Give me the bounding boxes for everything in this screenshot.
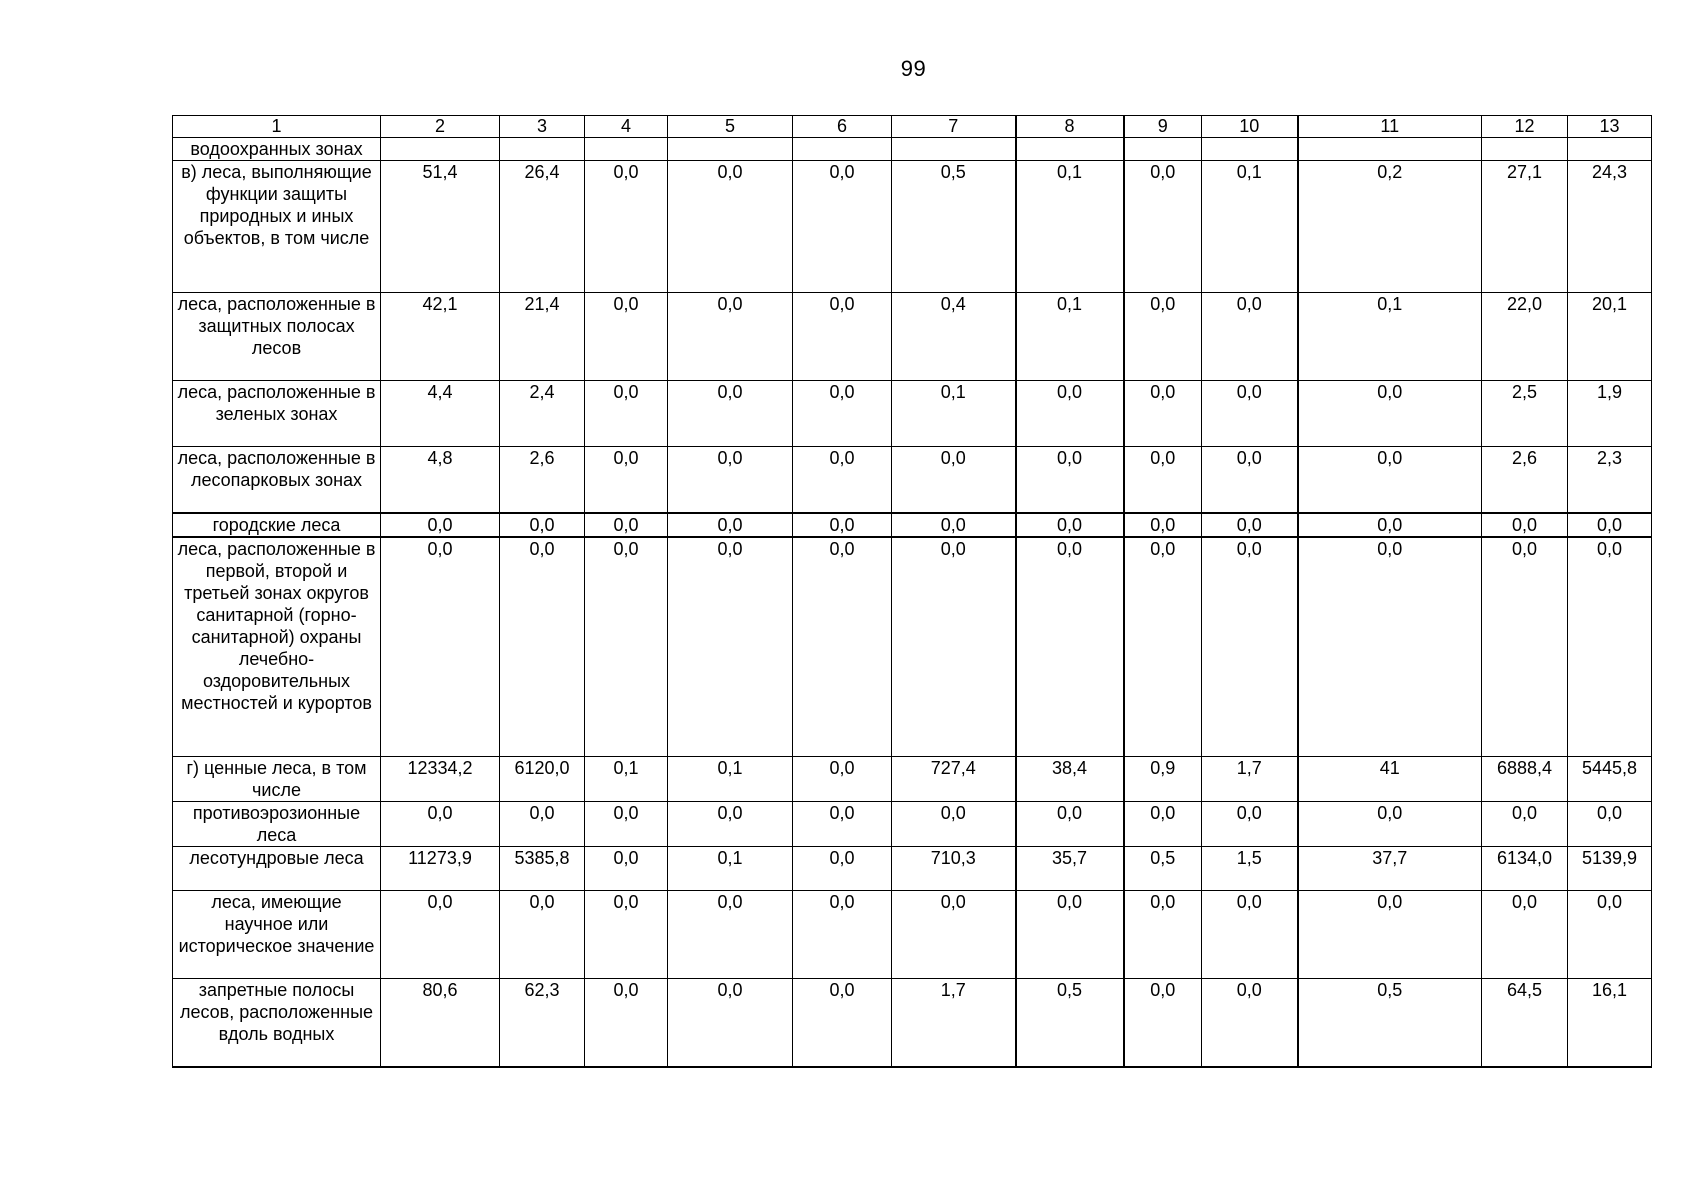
table-cell: 5385,8 <box>500 847 585 891</box>
table-cell: 0,0 <box>793 757 892 802</box>
table-cell: 0,0 <box>381 537 500 757</box>
forest-data-table <box>172 115 1652 1068</box>
table-cell: 0,0 <box>1016 537 1124 757</box>
table-cell: 26,4 <box>500 161 585 293</box>
table-cell: 0,0 <box>1568 802 1652 847</box>
table-cell: 0,0 <box>892 802 1016 847</box>
table-cell: 0,0 <box>1298 891 1482 979</box>
table-cell: 0,0 <box>1124 979 1202 1067</box>
table-cell: 0,0 <box>500 891 585 979</box>
table-cell: 0,0 <box>892 447 1016 513</box>
table-cell: 0,0 <box>1202 381 1298 447</box>
row-label: лесотундровые леса <box>173 847 381 891</box>
table-cell: 2,3 <box>1568 447 1652 513</box>
column-header: 9 <box>1124 116 1202 138</box>
table-cell <box>668 138 793 161</box>
table-row <box>173 381 1652 447</box>
table-cell <box>793 138 892 161</box>
row-label: г) ценные леса, в том числе <box>173 757 381 802</box>
row-label: водоохранных зонах <box>173 138 381 161</box>
table-cell: 0,0 <box>793 381 892 447</box>
table-cell: 0,0 <box>1016 513 1124 537</box>
column-header: 4 <box>585 116 668 138</box>
table-row <box>173 757 1652 802</box>
table-cell: 0,0 <box>892 513 1016 537</box>
table-cell: 0,0 <box>668 161 793 293</box>
table-cell <box>585 138 668 161</box>
table-cell: 0,0 <box>1298 537 1482 757</box>
table-cell <box>1298 138 1482 161</box>
table-cell: 2,4 <box>500 381 585 447</box>
column-header: 8 <box>1016 116 1124 138</box>
table-cell: 0,0 <box>1016 891 1124 979</box>
table-cell: 710,3 <box>892 847 1016 891</box>
table-cell: 16,1 <box>1568 979 1652 1067</box>
table-cell: 1,5 <box>1202 847 1298 891</box>
table-row <box>173 847 1652 891</box>
table-cell: 0,1 <box>1016 293 1124 381</box>
table-cell: 0,1 <box>892 381 1016 447</box>
table-cell: 20,1 <box>1568 293 1652 381</box>
table-cell: 0,0 <box>668 381 793 447</box>
table-cell: 0,0 <box>793 847 892 891</box>
table-cell: 0,9 <box>1124 757 1202 802</box>
table-cell: 2,6 <box>500 447 585 513</box>
table-cell: 0,0 <box>1202 891 1298 979</box>
table-cell: 22,0 <box>1482 293 1568 381</box>
column-header: 11 <box>1298 116 1482 138</box>
table-cell: 0,0 <box>585 447 668 513</box>
table-cell: 0,1 <box>1016 161 1124 293</box>
table-cell: 4,8 <box>381 447 500 513</box>
table-cell: 0,0 <box>793 979 892 1067</box>
table-cell: 0,0 <box>793 293 892 381</box>
table-cell: 0,0 <box>381 802 500 847</box>
table-row <box>173 138 1652 161</box>
table-cell: 0,5 <box>892 161 1016 293</box>
table-cell <box>1568 138 1652 161</box>
row-label: городские леса <box>173 513 381 537</box>
table-cell: 2,6 <box>1482 447 1568 513</box>
table-cell <box>381 138 500 161</box>
table-cell: 0,0 <box>585 513 668 537</box>
row-label: в) леса, выполняющие функции защиты природных и иных объектов, в том числе <box>173 161 381 293</box>
table-cell: 38,4 <box>1016 757 1124 802</box>
table-cell: 0,0 <box>1124 293 1202 381</box>
table-cell: 0,5 <box>1298 979 1482 1067</box>
column-header: 6 <box>793 116 892 138</box>
table-cell <box>892 138 1016 161</box>
table-cell: 0,0 <box>793 537 892 757</box>
table-cell: 0,0 <box>1202 979 1298 1067</box>
table-cell: 1,7 <box>892 979 1016 1067</box>
row-label: леса, имеющие научное или историческое значение <box>173 891 381 979</box>
table-cell: 0,4 <box>892 293 1016 381</box>
row-label: леса, расположенные в первой, второй и третьей зонах округов санитарной (горно-санитарной) охраны лечебно-оздоровительных местностей и курортов <box>173 537 381 757</box>
table-cell <box>1482 138 1568 161</box>
table-cell: 727,4 <box>892 757 1016 802</box>
table-cell: 0,0 <box>793 802 892 847</box>
table-row <box>173 802 1652 847</box>
column-header: 13 <box>1568 116 1652 138</box>
table-cell: 0,1 <box>1298 293 1482 381</box>
table-cell: 0,0 <box>585 979 668 1067</box>
table-row <box>173 447 1652 513</box>
table-cell: 0,0 <box>1298 513 1482 537</box>
table-cell: 0,0 <box>585 802 668 847</box>
column-header: 12 <box>1482 116 1568 138</box>
table-row <box>173 293 1652 381</box>
row-label: запретные полосы лесов, расположенные вдоль водных <box>173 979 381 1067</box>
table-cell: 62,3 <box>500 979 585 1067</box>
table-cell: 64,5 <box>1482 979 1568 1067</box>
table-row <box>173 513 1652 537</box>
table-cell: 0,0 <box>1202 537 1298 757</box>
table-row <box>173 891 1652 979</box>
table-cell: 2,5 <box>1482 381 1568 447</box>
table-cell: 0,0 <box>1124 381 1202 447</box>
table-cell <box>1016 138 1124 161</box>
table-cell: 0,0 <box>381 513 500 537</box>
table-cell: 0,0 <box>793 447 892 513</box>
table-cell: 0,1 <box>668 757 793 802</box>
table-cell: 42,1 <box>381 293 500 381</box>
table-cell: 35,7 <box>1016 847 1124 891</box>
table-cell: 41 <box>1298 757 1482 802</box>
table-cell: 6120,0 <box>500 757 585 802</box>
table-cell: 0,0 <box>793 513 892 537</box>
table-cell: 0,0 <box>1124 513 1202 537</box>
table-cell: 0,0 <box>1202 513 1298 537</box>
table-cell: 0,0 <box>668 979 793 1067</box>
table-row <box>173 537 1652 757</box>
column-header: 3 <box>500 116 585 138</box>
table-cell: 4,4 <box>381 381 500 447</box>
table-cell: 0,0 <box>585 847 668 891</box>
table-cell: 0,2 <box>1298 161 1482 293</box>
table-cell: 0,0 <box>1568 537 1652 757</box>
table-cell: 0,0 <box>892 891 1016 979</box>
table-cell: 0,1 <box>1202 161 1298 293</box>
table-cell: 0,0 <box>585 293 668 381</box>
column-header: 10 <box>1202 116 1298 138</box>
table-cell: 0,0 <box>1482 802 1568 847</box>
header-row <box>173 116 1652 138</box>
table-cell: 0,0 <box>668 802 793 847</box>
table-cell: 0,1 <box>585 757 668 802</box>
table-cell <box>1202 138 1298 161</box>
table-cell: 0,0 <box>1482 537 1568 757</box>
table-cell: 0,0 <box>1016 447 1124 513</box>
table-cell: 0,0 <box>668 447 793 513</box>
table-cell: 21,4 <box>500 293 585 381</box>
row-label: леса, расположенные в зеленых зонах <box>173 381 381 447</box>
table-cell: 0,0 <box>585 161 668 293</box>
table-cell: 0,0 <box>1568 513 1652 537</box>
table-cell <box>500 138 585 161</box>
table-cell: 0,1 <box>668 847 793 891</box>
table-cell: 0,0 <box>1016 381 1124 447</box>
table-cell: 0,0 <box>1124 537 1202 757</box>
row-label: противоэрозионные леса <box>173 802 381 847</box>
column-header: 5 <box>668 116 793 138</box>
table-cell: 0,0 <box>1124 802 1202 847</box>
table-cell: 0,0 <box>1298 447 1482 513</box>
table-body <box>173 138 1652 1067</box>
table-cell: 0,0 <box>1202 293 1298 381</box>
table-cell: 0,0 <box>1568 891 1652 979</box>
table-cell: 0,0 <box>1298 802 1482 847</box>
table-cell: 0,0 <box>1202 447 1298 513</box>
column-header: 1 <box>173 116 381 138</box>
table-cell: 5139,9 <box>1568 847 1652 891</box>
table-cell: 0,0 <box>892 537 1016 757</box>
table-cell: 0,0 <box>1482 513 1568 537</box>
table-cell: 0,0 <box>668 537 793 757</box>
table-cell: 0,0 <box>585 537 668 757</box>
table-cell: 51,4 <box>381 161 500 293</box>
table-row <box>173 161 1652 293</box>
table-cell: 0,0 <box>585 891 668 979</box>
page-number: 99 <box>900 56 927 81</box>
table-row <box>173 979 1652 1067</box>
table-cell <box>1124 138 1202 161</box>
table-cell: 0,0 <box>1482 891 1568 979</box>
table-cell: 12334,2 <box>381 757 500 802</box>
table-cell: 0,0 <box>1298 381 1482 447</box>
table-cell: 6888,4 <box>1482 757 1568 802</box>
table-cell: 11273,9 <box>381 847 500 891</box>
table-cell: 0,0 <box>1202 802 1298 847</box>
table-cell: 0,0 <box>381 891 500 979</box>
row-label: леса, расположенные в лесопарковых зонах <box>173 447 381 513</box>
table-cell: 0,0 <box>1124 447 1202 513</box>
table-cell: 0,0 <box>668 293 793 381</box>
table-cell: 0,0 <box>668 891 793 979</box>
column-header: 2 <box>381 116 500 138</box>
table-cell: 80,6 <box>381 979 500 1067</box>
table-cell: 0,5 <box>1016 979 1124 1067</box>
table-cell: 6134,0 <box>1482 847 1568 891</box>
table-cell: 1,7 <box>1202 757 1298 802</box>
table-cell: 0,0 <box>500 802 585 847</box>
table-cell: 0,0 <box>585 381 668 447</box>
table-cell: 0,0 <box>500 513 585 537</box>
table-cell: 0,0 <box>793 891 892 979</box>
table-cell: 0,0 <box>500 537 585 757</box>
table-cell: 0,0 <box>1124 891 1202 979</box>
column-header: 7 <box>892 116 1016 138</box>
table-cell: 0,5 <box>1124 847 1202 891</box>
table-cell: 5445,8 <box>1568 757 1652 802</box>
table-cell: 27,1 <box>1482 161 1568 293</box>
table-cell: 24,3 <box>1568 161 1652 293</box>
table-cell: 1,9 <box>1568 381 1652 447</box>
table-cell: 0,0 <box>1016 802 1124 847</box>
table-cell: 0,0 <box>668 513 793 537</box>
table-cell: 0,0 <box>793 161 892 293</box>
table-cell: 0,0 <box>1124 161 1202 293</box>
table-cell: 37,7 <box>1298 847 1482 891</box>
row-label: леса, расположенные в защитных полосах лесов <box>173 293 381 381</box>
